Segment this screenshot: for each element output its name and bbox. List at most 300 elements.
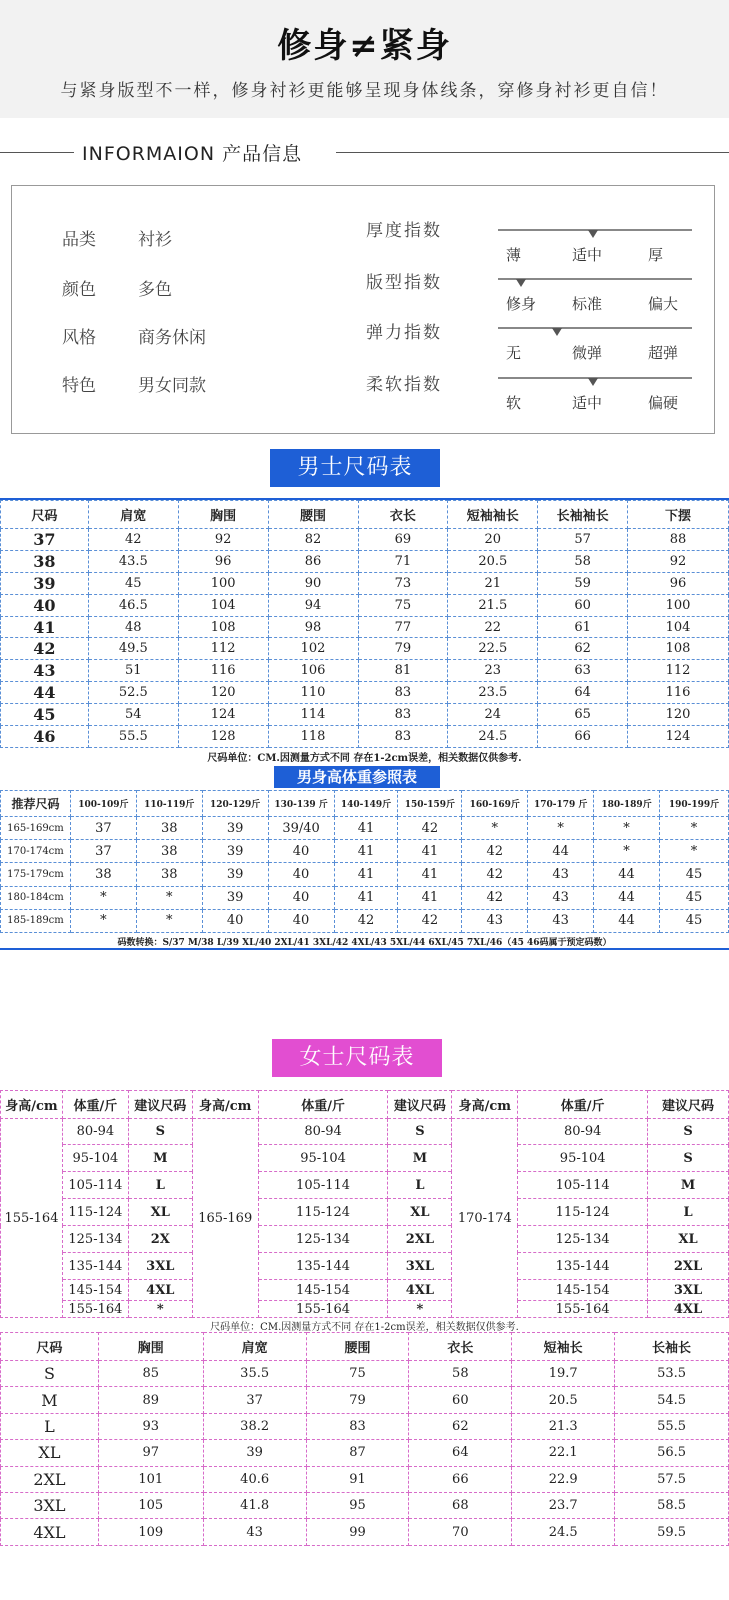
table-cell: 55.5 (88, 726, 178, 748)
size-cell: 3XL (648, 1280, 729, 1301)
table-cell: 39 (203, 1440, 306, 1466)
column-header: 150-159斤 (398, 791, 462, 817)
table-cell: 39/40 (268, 817, 334, 840)
column-header: 110-119斤 (136, 791, 202, 817)
table-cell: 75 (306, 1361, 409, 1387)
weight-cell: 155-164 (62, 1301, 128, 1318)
table-cell: 124 (628, 726, 729, 748)
table-cell: 59.5 (615, 1519, 729, 1545)
table-cell: 40 (268, 863, 334, 886)
table-cell: 37 (70, 817, 136, 840)
height-cell: 185-189cm (1, 909, 71, 932)
table-cell: 91 (306, 1466, 409, 1492)
attribute-value: 男女同款 (138, 376, 206, 396)
table-cell: 112 (178, 638, 268, 660)
table-cell: 114 (268, 704, 358, 726)
table-cell: 82 (268, 529, 358, 551)
table-cell: 44 (594, 863, 660, 886)
table-cell: * (136, 909, 202, 932)
women-size-table (0, 1332, 729, 1546)
table-row (1, 1199, 729, 1226)
height-cell: 155-164 (1, 1119, 63, 1318)
table-cell: 65 (538, 704, 628, 726)
column-header: 下摆 (628, 501, 729, 529)
table-cell: 96 (178, 550, 268, 572)
table-cell: 60 (538, 594, 628, 616)
column-header: 尺码 (1, 501, 89, 529)
table-cell: 45 (660, 863, 729, 886)
weight-cell: 125-134 (258, 1226, 388, 1253)
table-cell: 40 (202, 909, 268, 932)
table-cell: 101 (98, 1466, 203, 1492)
table-cell: 43 (528, 909, 594, 932)
table-row (1, 886, 729, 909)
column-header: 190-199斤 (660, 791, 729, 817)
table-row (1, 726, 729, 748)
column-header: 长袖袖长 (538, 501, 628, 529)
table-cell: 66 (409, 1466, 512, 1492)
scale-option: 软 (506, 394, 522, 412)
table-cell: 104 (628, 616, 729, 638)
column-header: 身高/cm (452, 1091, 518, 1119)
table-cell: 104 (178, 594, 268, 616)
attribute-label: 颜色 (62, 280, 96, 300)
size-cell: M (128, 1145, 192, 1172)
table-cell: * (594, 817, 660, 840)
table-row (1, 660, 729, 682)
index-scale (498, 229, 692, 269)
table-cell: 120 (178, 682, 268, 704)
height-cell: 165-169cm (1, 817, 71, 840)
size-cell: L (1, 1413, 99, 1439)
table-cell: 109 (98, 1519, 203, 1545)
size-cell: L (648, 1199, 729, 1226)
table-cell: 63 (538, 660, 628, 682)
index-label: 柔软指数 (366, 375, 442, 395)
size-cell: 46 (1, 726, 89, 748)
info-heading-text: INFORMAION 产品信息 (82, 143, 303, 165)
weight-cell: 135-144 (518, 1253, 648, 1280)
table-header-row (1, 791, 729, 817)
size-cell: 3XL (128, 1253, 192, 1280)
column-header: 衣长 (358, 501, 448, 529)
table-cell: 75 (358, 594, 448, 616)
scale-option: 厚 (648, 246, 664, 264)
table-cell: 86 (268, 550, 358, 572)
column-header: 衣长 (409, 1333, 512, 1361)
table-row (1, 1119, 729, 1145)
size-cell: 38 (1, 550, 89, 572)
table-cell: 41 (334, 840, 398, 863)
table-row (1, 863, 729, 886)
scale-option: 适中 (572, 394, 603, 412)
table-cell: 21 (448, 572, 538, 594)
weight-cell: 115-124 (258, 1199, 388, 1226)
table-cell: 23 (448, 660, 538, 682)
table-row (1, 682, 729, 704)
weight-cell: 80-94 (518, 1119, 648, 1145)
table-cell: 92 (178, 529, 268, 551)
attribute-value: 多色 (138, 280, 172, 300)
column-header: 身高/cm (192, 1091, 258, 1119)
table-cell: 43.5 (88, 550, 178, 572)
table-cell: 42 (398, 817, 462, 840)
table-cell: 62 (538, 638, 628, 660)
table-cell: 71 (358, 550, 448, 572)
table-cell: 49.5 (88, 638, 178, 660)
weight-cell: 80-94 (62, 1119, 128, 1145)
column-header: 170-179 斤 (528, 791, 594, 817)
table-cell: * (660, 840, 729, 863)
attribute-value: 商务休闲 (138, 328, 206, 348)
table-row (1, 1226, 729, 1253)
scale-bar (498, 327, 692, 329)
table-cell: 39 (202, 840, 268, 863)
table-cell: 37 (70, 840, 136, 863)
table-cell: 42 (462, 840, 528, 863)
attribute-label: 品类 (62, 230, 96, 250)
scale-option: 超弹 (648, 344, 679, 362)
table-row (1, 1413, 729, 1439)
weight-cell: 135-144 (62, 1253, 128, 1280)
table-cell: 22.5 (448, 638, 538, 660)
table-cell: 57.5 (615, 1466, 729, 1492)
table-cell: 93 (98, 1413, 203, 1439)
table-row (1, 840, 729, 863)
table-cell: 64 (538, 682, 628, 704)
table-cell: 96 (628, 572, 729, 594)
size-cell: 2XL (648, 1253, 729, 1280)
size-cell: 39 (1, 572, 89, 594)
table-cell: 20 (448, 529, 538, 551)
table-row (1, 572, 729, 594)
table-row (1, 1280, 729, 1301)
size-cell: 4XL (388, 1280, 452, 1301)
table-cell: 105 (98, 1492, 203, 1518)
table-cell: 48 (88, 616, 178, 638)
table-cell: 92 (628, 550, 729, 572)
men-size-table (0, 500, 729, 748)
table-cell: 40 (268, 886, 334, 909)
table-cell: 57 (538, 529, 628, 551)
scale-option: 修身 (506, 295, 537, 313)
scale-marker-icon (516, 279, 526, 287)
table-row (1, 616, 729, 638)
table-cell: 66 (538, 726, 628, 748)
scale-option: 微弹 (572, 344, 603, 362)
table-cell: 120 (628, 704, 729, 726)
table-cell: 23.7 (512, 1492, 615, 1518)
index-scale (498, 278, 692, 318)
column-header: 短袖长 (512, 1333, 615, 1361)
table-cell: 83 (358, 682, 448, 704)
column-header: 建议尺码 (128, 1091, 192, 1119)
table-cell: 45 (88, 572, 178, 594)
table-row (1, 1361, 729, 1387)
column-header: 胸围 (98, 1333, 203, 1361)
table-cell: * (70, 886, 136, 909)
table-cell: 90 (268, 572, 358, 594)
table-cell: 44 (594, 909, 660, 932)
table-cell: 85 (98, 1361, 203, 1387)
women-size-note: 尺码单位：CM.因测量方式不同 存在1-2cm误差，相关数据仅供参考. (210, 1322, 519, 1333)
table-cell: 40.6 (203, 1466, 306, 1492)
table-row (1, 1440, 729, 1466)
size-conversion-note: 码数转换：S/37 M/38 L/39 XL/40 2XL/41 3XL/42 4XL/43 5XL/44 6XL/45 7XL/46（45 46码属于预定码数） (117, 938, 612, 948)
weight-cell: 105-114 (258, 1172, 388, 1199)
table-cell: 20.5 (512, 1387, 615, 1413)
column-header: 140-149斤 (334, 791, 398, 817)
size-cell: S (128, 1119, 192, 1145)
table-header-row (1, 1091, 729, 1119)
table-header-row (1, 501, 729, 529)
table-cell: 77 (358, 616, 448, 638)
table-cell: 100 (628, 594, 729, 616)
table-cell: 23.5 (448, 682, 538, 704)
table-cell: 38 (70, 863, 136, 886)
table-cell: 43 (528, 886, 594, 909)
scale-option: 偏硬 (648, 394, 679, 412)
scale-option: 标准 (572, 295, 603, 313)
size-cell: XL (388, 1199, 452, 1226)
attribute-value: 衬衫 (138, 230, 172, 250)
weight-cell: 115-124 (62, 1199, 128, 1226)
height-cell: 170-174cm (1, 840, 71, 863)
table-cell: 20.5 (448, 550, 538, 572)
size-cell: 3XL (1, 1492, 99, 1518)
men-size-banner: 男士尺码表 (270, 449, 440, 487)
weight-cell: 135-144 (258, 1253, 388, 1280)
table-cell: 116 (628, 682, 729, 704)
size-cell: 43 (1, 660, 89, 682)
table-cell: 108 (178, 616, 268, 638)
table-cell: 51 (88, 660, 178, 682)
size-cell: 2XL (388, 1226, 452, 1253)
table-row (1, 1301, 729, 1318)
table-cell: 70 (409, 1519, 512, 1545)
table-row (1, 909, 729, 932)
size-cell: XL (1, 1440, 99, 1466)
table-row (1, 1387, 729, 1413)
table-cell: 42 (398, 909, 462, 932)
table-cell: 83 (358, 726, 448, 748)
index-label: 版型指数 (366, 273, 442, 293)
table-row (1, 1172, 729, 1199)
table-cell: 58 (409, 1361, 512, 1387)
size-cell: 44 (1, 682, 89, 704)
heading-rule-left (0, 152, 74, 153)
table-cell: 38 (136, 863, 202, 886)
weight-cell: 125-134 (62, 1226, 128, 1253)
column-header: 肩宽 (88, 501, 178, 529)
table-cell: 41 (334, 886, 398, 909)
table-cell: 40 (268, 840, 334, 863)
table-cell: 94 (268, 594, 358, 616)
hero-section (0, 0, 729, 118)
column-header: 100-109斤 (70, 791, 136, 817)
weight-cell: 145-154 (518, 1280, 648, 1301)
column-header: 体重/斤 (62, 1091, 128, 1119)
size-cell: * (388, 1301, 452, 1318)
size-cell: 4XL (1, 1519, 99, 1545)
weight-cell: 125-134 (518, 1226, 648, 1253)
table-cell: 46.5 (88, 594, 178, 616)
table-cell: 45 (660, 886, 729, 909)
weight-cell: 155-164 (258, 1301, 388, 1318)
page-title: 修身≠紧身 (277, 26, 452, 66)
size-cell: M (388, 1145, 452, 1172)
table-cell: 98 (268, 616, 358, 638)
table-cell: 24.5 (448, 726, 538, 748)
table-cell: 118 (268, 726, 358, 748)
table-cell: 38 (136, 817, 202, 840)
table-cell: 58 (538, 550, 628, 572)
table-cell: 22.1 (512, 1440, 615, 1466)
table-cell: 54 (88, 704, 178, 726)
column-header: 尺码 (1, 1333, 99, 1361)
column-header: 短袖袖长 (448, 501, 538, 529)
table-cell: 56.5 (615, 1440, 729, 1466)
size-cell: 37 (1, 529, 89, 551)
table-cell: 60 (409, 1387, 512, 1413)
height-cell: 175-179cm (1, 863, 71, 886)
table-cell: 83 (306, 1413, 409, 1439)
table-cell: 110 (268, 682, 358, 704)
weight-cell: 95-104 (62, 1145, 128, 1172)
size-cell: M (648, 1172, 729, 1199)
table-cell: 112 (628, 660, 729, 682)
index-scale (498, 377, 692, 417)
size-cell: M (1, 1387, 99, 1413)
page-subtitle: 与紧身版型不一样，修身衬衫更能够呈现身体线条，穿修身衬衫更自信！ (60, 81, 669, 101)
height-cell: 165-169 (192, 1119, 258, 1318)
height-weight-table (0, 790, 729, 933)
table-row (1, 594, 729, 616)
table-row (1, 1466, 729, 1492)
weight-cell: 80-94 (258, 1119, 388, 1145)
heading-rule-right (336, 152, 729, 153)
table-cell: 41 (334, 817, 398, 840)
table-cell: 38 (136, 840, 202, 863)
men-table-bottom-rule (0, 948, 729, 950)
table-cell: 116 (178, 660, 268, 682)
table-cell: 39 (202, 886, 268, 909)
table-cell: * (594, 840, 660, 863)
women-size-banner: 女士尺码表 (272, 1039, 442, 1077)
scale-option: 适中 (572, 246, 603, 264)
table-cell: 124 (178, 704, 268, 726)
column-header: 腰围 (268, 501, 358, 529)
size-cell: 42 (1, 638, 89, 660)
index-label: 弹力指数 (366, 323, 442, 343)
size-cell: S (388, 1119, 452, 1145)
table-cell: 42 (462, 863, 528, 886)
size-cell: S (648, 1119, 729, 1145)
weight-cell: 105-114 (62, 1172, 128, 1199)
column-header: 120-129斤 (202, 791, 268, 817)
table-cell: 43 (462, 909, 528, 932)
scale-option: 无 (506, 344, 522, 362)
table-cell: 41.8 (203, 1492, 306, 1518)
scale-option: 偏大 (648, 295, 679, 313)
table-cell: * (660, 817, 729, 840)
table-cell: 21.5 (448, 594, 538, 616)
table-cell: 106 (268, 660, 358, 682)
table-cell: 97 (98, 1440, 203, 1466)
table-cell: * (462, 817, 528, 840)
table-cell: 44 (528, 840, 594, 863)
table-cell: 54.5 (615, 1387, 729, 1413)
table-cell: 19.7 (512, 1361, 615, 1387)
table-cell: 41 (398, 840, 462, 863)
table-cell: 55.5 (615, 1413, 729, 1439)
size-cell: XL (648, 1226, 729, 1253)
index-scale (498, 327, 692, 367)
table-cell: 79 (306, 1387, 409, 1413)
table-cell: 128 (178, 726, 268, 748)
table-row (1, 1519, 729, 1545)
column-header: 体重/斤 (258, 1091, 388, 1119)
table-cell: 43 (528, 863, 594, 886)
table-cell: 64 (409, 1440, 512, 1466)
table-cell: 42 (88, 529, 178, 551)
table-cell: 22 (448, 616, 538, 638)
column-header: 长袖长 (615, 1333, 729, 1361)
table-cell: 61 (538, 616, 628, 638)
table-cell: 69 (358, 529, 448, 551)
scale-marker-icon (588, 378, 598, 386)
table-cell: 41 (334, 863, 398, 886)
attribute-label: 特色 (62, 376, 96, 396)
table-cell: 79 (358, 638, 448, 660)
table-cell: 24 (448, 704, 538, 726)
table-cell: 44 (594, 886, 660, 909)
weight-cell: 145-154 (258, 1280, 388, 1301)
table-cell: 42 (462, 886, 528, 909)
column-header: 180-189斤 (594, 791, 660, 817)
women-height-weight-table (0, 1090, 729, 1318)
table-cell: 53.5 (615, 1361, 729, 1387)
men-size-note: 尺码单位：CM.因测量方式不同 存在1-2cm误差，相关数据仅供参考. (207, 753, 522, 764)
height-weight-banner: 男身高体重参照表 (274, 766, 440, 788)
column-header: 体重/斤 (518, 1091, 648, 1119)
table-cell: 41 (398, 886, 462, 909)
table-cell: 24.5 (512, 1519, 615, 1545)
column-header: 建议尺码 (648, 1091, 729, 1119)
table-cell: 45 (660, 909, 729, 932)
table-row (1, 1145, 729, 1172)
table-cell: 21.3 (512, 1413, 615, 1439)
weight-cell: 95-104 (258, 1145, 388, 1172)
scale-marker-icon (588, 230, 598, 238)
size-cell: L (128, 1172, 192, 1199)
size-cell: 41 (1, 616, 89, 638)
weight-cell: 155-164 (518, 1301, 648, 1318)
table-cell: 59 (538, 572, 628, 594)
table-cell: 35.5 (203, 1361, 306, 1387)
size-cell: 40 (1, 594, 89, 616)
attribute-label: 风格 (62, 328, 96, 348)
table-cell: 38.2 (203, 1413, 306, 1439)
size-cell: 2X (128, 1226, 192, 1253)
table-cell: 37 (203, 1387, 306, 1413)
column-header: 130-139 斤 (268, 791, 334, 817)
size-cell: S (648, 1145, 729, 1172)
table-cell: * (136, 886, 202, 909)
table-row (1, 550, 729, 572)
column-header: 建议尺码 (388, 1091, 452, 1119)
height-cell: 180-184cm (1, 886, 71, 909)
